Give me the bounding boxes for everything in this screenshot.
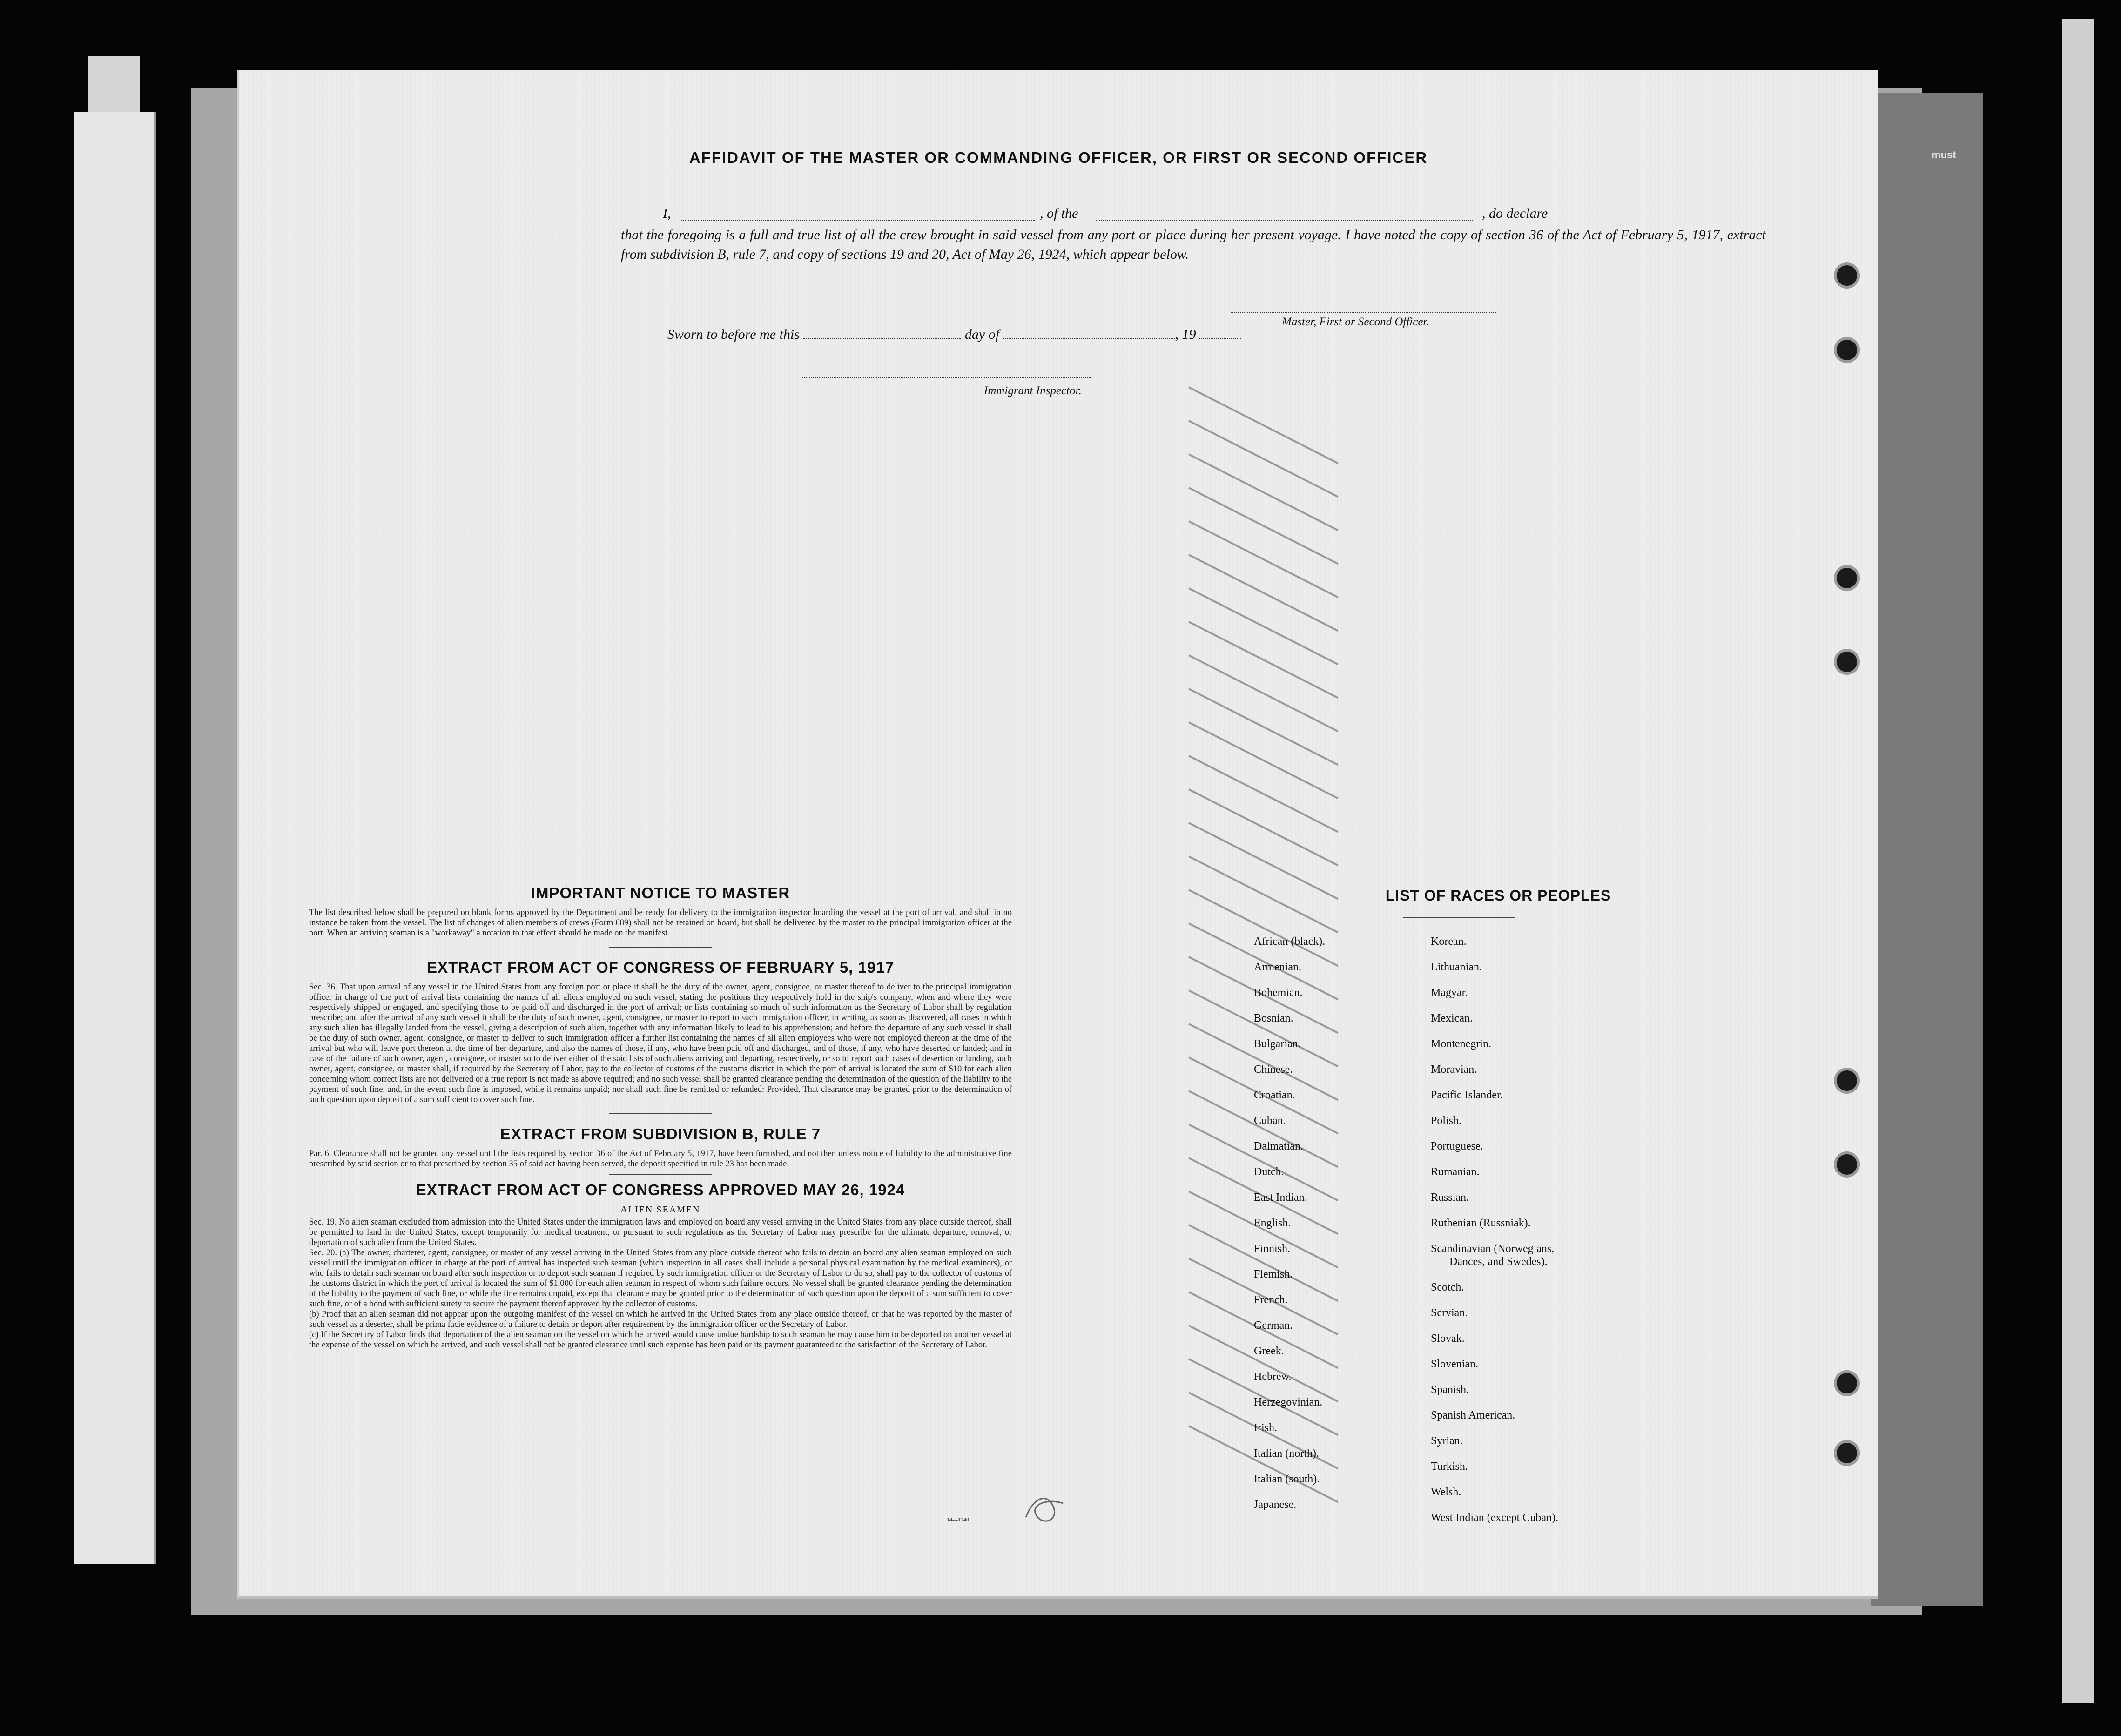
- race-item: Portuguese.: [1431, 1140, 1483, 1152]
- punch-hole: [1837, 1154, 1857, 1175]
- race-item: Croatian.: [1254, 1089, 1295, 1101]
- race-item: East Indian.: [1254, 1191, 1307, 1204]
- race-item: Mexican.: [1431, 1012, 1473, 1024]
- race-item: Bosnian.: [1254, 1012, 1293, 1024]
- race-item: Polish.: [1431, 1115, 1462, 1127]
- inspector-caption: Immigrant Inspector.: [984, 384, 1082, 397]
- race-item: English.: [1254, 1217, 1291, 1229]
- pencil-scribble: [1021, 1489, 1072, 1531]
- master-signature-caption: Master, First or Second Officer.: [1282, 316, 1429, 328]
- race-item: Finnish.: [1254, 1243, 1291, 1255]
- divider: [609, 947, 712, 948]
- extract-1917-title: EXTRACT FROM ACT OF CONGRESS OF FEBRUARY 5, 1917: [427, 959, 894, 976]
- race-item: West Indian (except Cuban).: [1431, 1512, 1558, 1524]
- extract-1924-sec20a: Sec. 20. (a) The owner, charterer, agent, consignee, or master of any vessel arriving in the United States from any place outside thereof who fails to detain on board any alien seaman employed on such vessel until the immigration officer in charge at the port of arrival has inspected such seaman (which inspection in all cases shall include a personal physical examination by the medical examiners), or who fails to detain such seaman on board after such inspection or to deport such seaman if required by such immigration officer or the Secretary of Labor to do so, shall pay to the collector of customs of the customs district in which the port of arrival is located the sum of $1,000 for each alien seaman in respect of whom such failure occurs. No vessel shall be granted clearance pending the determination of the liability to the payment of such fine, or while the fine remains unpaid, except that clearance may be granted prior to the determination of such question upon the deposit of a sum sufficient to cover such fine, or of a bond with sufficient surety to secure the payment thereof approved by the collector of customs.: [309, 1248, 1012, 1309]
- race-item: Syrian.: [1431, 1435, 1463, 1447]
- declaration-text: that the foregoing is a full and true list of all the crew brought in said vessel from any port or place during her present voyage. I have noted the copy of section 36 of the Act of February 5, 1917, extract from subdivision B, rule 7, and copy of sections 19 and 20, Act of May 26, 1924, which appear below.: [621, 227, 1766, 262]
- punch-hole: [1837, 265, 1857, 286]
- notice-title: IMPORTANT NOTICE TO MASTER: [531, 884, 790, 902]
- race-item: Dances, and Swedes).: [1449, 1256, 1548, 1268]
- punch-hole: [1837, 1070, 1857, 1091]
- race-item: Welsh.: [1431, 1486, 1461, 1498]
- race-item: Greek.: [1254, 1345, 1284, 1357]
- race-item: Turkish.: [1431, 1460, 1468, 1473]
- margin-note: must: [1932, 149, 1956, 161]
- master-signature-line: [1231, 312, 1496, 313]
- race-item: Irish.: [1254, 1422, 1277, 1434]
- race-item: Rumanian.: [1431, 1166, 1480, 1178]
- punch-hole: [1837, 1443, 1857, 1463]
- race-item: Magyar.: [1431, 987, 1468, 999]
- race-item: Spanish American.: [1431, 1409, 1515, 1421]
- affidavit-title: AFFIDAVIT OF THE MASTER OR COMMANDING OFFICER, OR FIRST OR SECOND OFFICER: [689, 149, 1428, 166]
- races-title: LIST OF RACES OR PEOPLES: [1385, 887, 1611, 904]
- race-item: Montenegrin.: [1431, 1038, 1491, 1050]
- extract-1924-sec20b: (b) Proof that an alien seaman did not appear upon the outgoing manifest of the vessel on which he arrived in the United States from any place outside thereof, or that he was reported by the master of such vessel as a deserter, shall be prima facie evidence of a failure to detain or deport after requirement by the immigration officer or the Secretary of Labor.: [309, 1310, 1012, 1329]
- race-item: Scandinavian (Norwegians,: [1431, 1243, 1555, 1255]
- race-item: Italian (north).: [1254, 1447, 1319, 1460]
- declaration-line: I, , of the , do declare: [663, 206, 1548, 221]
- race-item: Moravian.: [1431, 1063, 1477, 1076]
- inspector-signature-line: [802, 377, 1091, 378]
- notice-section: [309, 884, 1012, 1350]
- right-page-edge: [2062, 19, 2094, 1703]
- races-divider: [1403, 917, 1515, 918]
- race-item: Lithuanian.: [1431, 961, 1482, 973]
- left-page-edge: [74, 112, 156, 1564]
- race-item: Herzegovinian.: [1254, 1396, 1323, 1408]
- race-item: French.: [1254, 1294, 1288, 1306]
- race-item: Slovak.: [1431, 1332, 1465, 1345]
- extract-1924-sec19: Sec. 19. No alien seaman excluded from admission into the United States under the immigration laws and employed on board any vessel arriving in the United States from any place outside thereof, shall be permitted to land in the United States, except temporarily for medical treatment, or pursuant to such regulations as the Secretary of Labor may prescribe for the ultimate departure, removal, or deportation of such alien from the United States.: [309, 1218, 1012, 1247]
- punch-hole: [1837, 568, 1857, 588]
- punch-hole: [1837, 1373, 1857, 1393]
- race-item: African (black).: [1254, 935, 1326, 948]
- race-item: Italian (south).: [1254, 1473, 1320, 1485]
- sworn-line: Sworn to before me this day of , 19: [667, 327, 1241, 343]
- race-item: Russian.: [1431, 1191, 1469, 1204]
- extract-1924-sec20c: (c) If the Secretary of Labor finds that deportation of the alien seaman on the vessel on which he arrived would cause undue hardship to such seaman he may cause him to be deported on another vessel at the expense of the vessel on which he arrived, and such vessel shall not be granted clearance until such expense has been paid or its payment guaranteed to the satisfaction of the Secretary of Labor.: [309, 1330, 1012, 1350]
- extract-1924-title: EXTRACT FROM ACT OF CONGRESS APPROVED MAY 26, 1924: [416, 1181, 905, 1198]
- extract-rule7-title: EXTRACT FROM SUBDIVISION B, RULE 7: [500, 1125, 821, 1143]
- punch-hole: [1837, 340, 1857, 360]
- race-item: Bohemian.: [1254, 987, 1303, 999]
- race-item: Scotch.: [1431, 1281, 1464, 1293]
- race-item: Cuban.: [1254, 1115, 1286, 1127]
- race-item: Armenian.: [1254, 961, 1301, 973]
- race-item: Flemish.: [1254, 1268, 1293, 1280]
- extract-1924-subtitle: ALIEN SEAMEN: [620, 1204, 700, 1215]
- race-item: Pacific Islander.: [1431, 1089, 1503, 1101]
- race-item: Servian.: [1431, 1307, 1468, 1319]
- race-item: Dalmatian.: [1254, 1140, 1303, 1152]
- notice-body: The list described below shall be prepared on blank forms approved by the Department and be ready for delivery to the immigration inspector boarding the vessel at the port of arrival, and shall in no instance be taken from the vessel. The list of changes of alien members of crews (Form 689) shall not be retained on board, but shall be delivered by the master to the principal immigration officer at the port. When an arriving seaman is a "workaway" a notation to that effect should be made on the manifest.: [309, 908, 1012, 938]
- race-item: German.: [1254, 1319, 1293, 1332]
- punch-hole: [1837, 652, 1857, 672]
- race-item: Japanese.: [1254, 1499, 1297, 1511]
- divider: [609, 1174, 712, 1175]
- extract-rule7-body: Par. 6. Clearance shall not be granted any vessel until the lists required by section 36 of the Act of February 5, 1917, have been furnished, and not then unless notice of liability to the administrative fine prescribed by said section or to that prescribed by section 35 of said act having been served, the deposit specified in rule 23 has been made.: [309, 1149, 1012, 1169]
- extract-1917-body: Sec. 36. That upon arrival of any vessel in the United States from any foreign port or place it shall be the duty of the owner, agent, consignee, or master thereof to deliver to the principal immigration officer in charge of the port of arrival lists containing the names of all aliens employed on such vessel, stating the positions they respectively hold in the ship's company, when and where they were respectively shipped or engaged, and specifying those to be paid off and discharged in the port of arrival; or lists containing so much of such information as the Secretary of Labor shall by regulation prescribe; and after the arrival of any such vessel it shall be the duty of such owner, agent, consignee, or master to report to such immigration officer, in writing, as soon as discovered, all cases in which any such alien has illegally landed from the vessel, giving a description of such alien, together with any information likely to lead to his apprehension; and before the departure of any such vessel it shall be the duty of such owner, agent, consignee, or master to deliver to such immigration officer a further list containing the names of all alien employees who were not employed thereon at the time of the arrival but who will leave port thereon at the time of her departure, and also the names of those, if any, who have been paid off and discharged, and of those, if any, who have deserted or landed; and in case of the failure of such owner, agent, consignee, or master so to deliver either of the said lists of such aliens arriving and departing, respectively, or so to report such cases of desertion or landing, such owner, agent, consignee, or master shall, if required by the Secretary of Labor, pay to the collector of customs of the customs district in which the port of arrival is located the sum of $10 for each alien concerning whom correct lists are not delivered or a true report is not made as above required; and no such vessel shall be granted clearance pending the determination of the question of the liability to the payment of such fine, and, in the event such fine is imposed, while it remains unpaid; nor shall such fine be remitted or refunded: Provided, That clearance may be granted prior to the determination of such question upon deposit of a sum sufficient to cover such fine.: [309, 982, 1012, 1104]
- divider: [609, 1113, 712, 1114]
- form-code: 14—1240: [947, 1516, 969, 1523]
- race-item: Korean.: [1431, 935, 1467, 948]
- race-item: Dutch.: [1254, 1166, 1284, 1178]
- race-item: Spanish.: [1431, 1384, 1469, 1396]
- right-underlying-tab: [1871, 93, 1983, 1606]
- race-item: Chinese.: [1254, 1063, 1293, 1076]
- race-item: Slovenian.: [1431, 1358, 1478, 1370]
- race-item: Bulgarian.: [1254, 1038, 1301, 1050]
- race-item: Ruthenian (Russniak).: [1431, 1217, 1531, 1229]
- race-item: Hebrew.: [1254, 1371, 1292, 1383]
- document-sheet: [237, 70, 1878, 1599]
